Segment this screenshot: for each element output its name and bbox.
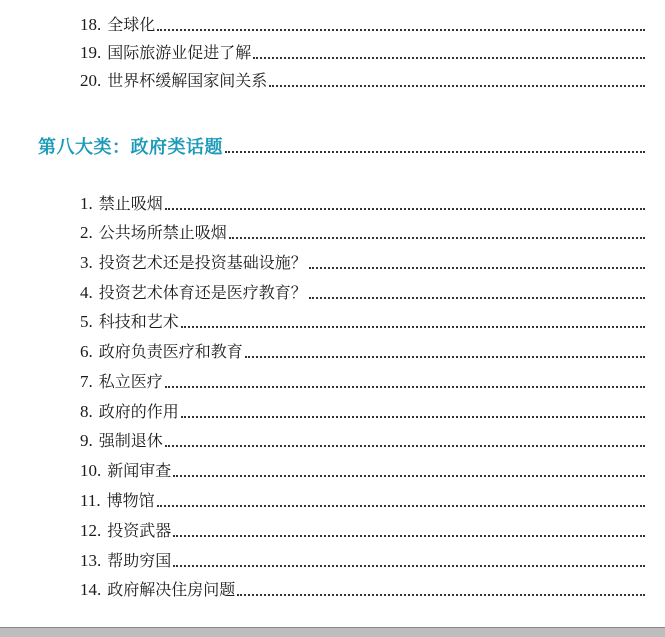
entry-title: 投资武器 bbox=[107, 521, 172, 540]
entry-number: 11. bbox=[80, 491, 101, 510]
entry-number: 4. bbox=[80, 283, 93, 302]
entry-title: 博物馆 bbox=[106, 491, 155, 510]
dot-leader bbox=[229, 237, 645, 239]
toc-entry-10[interactable] bbox=[80, 454, 645, 482]
entry-title: 强制退休 bbox=[98, 431, 163, 450]
entry-number: 19. bbox=[80, 43, 102, 62]
entry-title: 公共场所禁止吸烟 bbox=[98, 223, 227, 242]
entry-title: 世界杯缓解国家间关系 bbox=[107, 71, 268, 90]
entry-number: 8. bbox=[80, 402, 93, 421]
toc-entry-5[interactable] bbox=[80, 305, 645, 333]
toc-entry-14[interactable] bbox=[80, 573, 645, 601]
toc-entry-9[interactable] bbox=[80, 424, 645, 452]
page-edge-band bbox=[0, 628, 665, 637]
entry-title: 帮助穷国 bbox=[107, 551, 172, 570]
toc-entry-2[interactable] bbox=[80, 216, 645, 244]
entry-number: 9. bbox=[80, 431, 93, 450]
entry-number: 6. bbox=[80, 342, 93, 361]
entry-number: 3. bbox=[80, 253, 93, 272]
section-heading-text: 第八大类：政府类话题 bbox=[38, 137, 223, 158]
entry-number: 14. bbox=[80, 580, 102, 599]
entry-title: 科技和艺术 bbox=[98, 312, 179, 331]
toc-entry-19[interactable] bbox=[80, 36, 645, 64]
entry-title: 禁止吸烟 bbox=[98, 194, 163, 213]
dot-leader bbox=[237, 594, 645, 596]
toc-entry-3[interactable] bbox=[80, 246, 645, 274]
dot-leader bbox=[309, 267, 645, 269]
dot-leader bbox=[269, 85, 645, 87]
entry-title: 全球化 bbox=[107, 15, 156, 34]
entry-number: 2. bbox=[80, 223, 93, 242]
dot-leader bbox=[157, 29, 645, 31]
entry-number: 18. bbox=[80, 15, 102, 34]
toc-entry-4[interactable] bbox=[80, 276, 645, 304]
entry-title: 国际旅游业促进了解 bbox=[107, 43, 252, 62]
dot-leader bbox=[309, 297, 645, 299]
dot-leader bbox=[173, 565, 645, 567]
toc-entry-11[interactable] bbox=[80, 484, 645, 512]
toc-entry-6[interactable] bbox=[80, 335, 645, 363]
toc-entry-20[interactable] bbox=[80, 64, 645, 92]
entry-number: 20. bbox=[80, 71, 102, 90]
dot-leader bbox=[253, 57, 645, 59]
toc-entry-12[interactable] bbox=[80, 514, 645, 542]
entry-number: 13. bbox=[80, 551, 102, 570]
dot-leader bbox=[173, 535, 645, 537]
dot-leader bbox=[165, 386, 645, 388]
entry-number: 12. bbox=[80, 521, 102, 540]
entry-number: 7. bbox=[80, 372, 93, 391]
dot-leader bbox=[173, 475, 645, 477]
toc-entry-7[interactable] bbox=[80, 365, 645, 393]
dot-leader bbox=[181, 326, 645, 328]
dot-leader bbox=[181, 416, 645, 418]
toc-entry-18[interactable] bbox=[80, 8, 645, 36]
dot-leader bbox=[157, 505, 645, 507]
entry-title: 投资艺术还是投资基础设施？ bbox=[98, 253, 307, 272]
entry-title: 政府负责医疗和教育 bbox=[98, 342, 243, 361]
section-heading[interactable] bbox=[38, 129, 645, 159]
entry-number: 10. bbox=[80, 461, 102, 480]
dot-leader bbox=[165, 208, 645, 210]
entry-title: 政府的作用 bbox=[98, 402, 179, 421]
entry-title: 私立医疗 bbox=[98, 372, 163, 391]
entry-number: 1. bbox=[80, 194, 93, 213]
toc-entry-1[interactable] bbox=[80, 187, 645, 215]
entry-title: 政府解决住房问题 bbox=[107, 580, 236, 599]
dot-leader bbox=[165, 445, 645, 447]
entry-title: 投资艺术体育还是医疗教育？ bbox=[98, 283, 307, 302]
dot-leader bbox=[225, 151, 645, 153]
toc-entry-13[interactable] bbox=[80, 544, 645, 572]
toc-entry-8[interactable] bbox=[80, 395, 645, 423]
dot-leader bbox=[245, 356, 645, 358]
entry-number: 5. bbox=[80, 312, 93, 331]
entry-title: 新闻审查 bbox=[107, 461, 172, 480]
